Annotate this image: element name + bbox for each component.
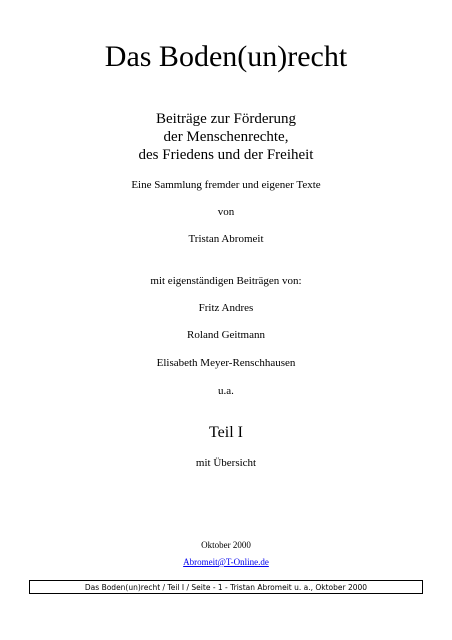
email-line: [0, 558, 452, 567]
publication-date: Oktober 2000: [201, 540, 251, 550]
email-link[interactable]: Abromeit@T-Online.de: [183, 557, 269, 567]
part-note: mit Übersicht: [195, 457, 257, 469]
contributor-name: Fritz Andres: [198, 302, 254, 314]
footer-text: Das Boden(un)recht / Teil I / Seite - 1 - Tristan Abromeit u. a., Oktober 2000: [84, 582, 368, 592]
von-label: von: [217, 206, 235, 218]
collection-note: Eine Sammlung fremder und eigener Texte: [131, 179, 321, 191]
contributors-intro: mit eigenständigen Beiträgen von:: [150, 275, 302, 287]
page-footer: [29, 580, 423, 594]
author-name: Tristan Abromeit: [188, 233, 264, 245]
contributor-name: Elisabeth Meyer-Renschhausen: [156, 357, 296, 369]
etc-label: u.a.: [218, 385, 234, 397]
subtitle-line-1: Beiträge zur Förderung: [156, 111, 296, 127]
subtitle-line-3: des Friedens und der Freiheit: [138, 147, 314, 163]
document-title: Das Boden(un)recht: [104, 40, 348, 73]
contributor-name: Roland Geitmann: [187, 329, 265, 341]
part-heading: Teil I: [209, 424, 243, 441]
subtitle-line-2: der Menschenrechte,: [163, 129, 289, 145]
